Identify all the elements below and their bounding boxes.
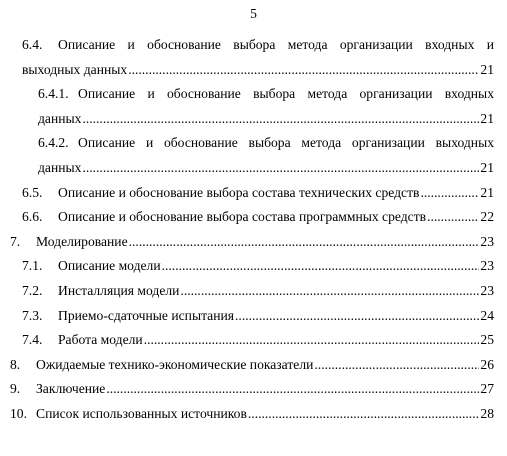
toc-entry-page: 22 bbox=[480, 209, 494, 225]
toc-entry-title: Приемо-сдаточные испытания bbox=[58, 307, 235, 323]
toc-entry-title: Ожидаемые технико-экономические показатели bbox=[36, 356, 314, 372]
toc-entry-title-line1: Описание и обоснование выбора метода организации входных и bbox=[58, 37, 494, 52]
toc-entry-page: 26 bbox=[480, 356, 494, 372]
toc-entry-number: 8. bbox=[10, 356, 21, 372]
dot-leader bbox=[106, 377, 479, 402]
toc-entry-10 bbox=[10, 402, 507, 427]
toc-entry-number: 6.6. bbox=[22, 209, 43, 225]
toc-entry-title: Описание и обоснование выбора состава технических средств bbox=[58, 184, 420, 200]
toc-entry-6-4-1 bbox=[38, 82, 507, 131]
toc-entry-8 bbox=[10, 353, 507, 378]
dot-leader bbox=[180, 279, 479, 304]
toc-entry-page: 21 bbox=[480, 61, 494, 77]
toc-entry-page: 27 bbox=[480, 381, 494, 397]
dot-leader bbox=[129, 230, 480, 255]
dot-leader bbox=[128, 58, 479, 83]
dot-leader bbox=[82, 156, 479, 181]
toc-entry-page: 21 bbox=[480, 110, 494, 126]
toc-entry-page: 21 bbox=[480, 184, 494, 200]
toc-entry-page: 25 bbox=[480, 332, 494, 348]
toc-entry-title: Инсталляция модели bbox=[58, 282, 180, 298]
dot-leader bbox=[248, 402, 480, 427]
toc-entry-page: 23 bbox=[480, 258, 494, 274]
toc-entry-title-line2: данных bbox=[38, 159, 82, 175]
toc-entry-title: Заключение bbox=[36, 381, 106, 397]
toc-entry-7-3 bbox=[22, 304, 507, 329]
toc-entry-page: 21 bbox=[480, 159, 494, 175]
toc-entry-number: 7.4. bbox=[22, 332, 43, 348]
toc-entry-title-line1: Описание и обоснование выбора метода организации выходных bbox=[78, 135, 494, 151]
toc-entry-number: 7.3. bbox=[22, 307, 43, 323]
toc-entry-number: 7.2. bbox=[22, 282, 43, 298]
toc-entry-number: 7. bbox=[10, 233, 21, 249]
toc-entry-6-6 bbox=[22, 205, 507, 230]
dot-leader bbox=[314, 353, 479, 378]
toc-entry-9 bbox=[10, 377, 507, 402]
dot-leader bbox=[427, 205, 479, 230]
toc-entry-7-2 bbox=[22, 279, 507, 304]
toc-entry-7 bbox=[10, 230, 507, 255]
toc-entry-page: 24 bbox=[480, 307, 494, 323]
toc-entry-6-5 bbox=[22, 181, 507, 206]
dot-leader bbox=[144, 328, 480, 353]
toc-entry-number: 6.4. bbox=[22, 37, 43, 52]
toc-entry-title-line2: данных bbox=[38, 110, 82, 126]
toc-entry-number: 7.1. bbox=[22, 258, 43, 274]
toc-entry-title: Работа модели bbox=[58, 332, 143, 348]
page-number: 5 bbox=[250, 6, 257, 21]
toc-entry-7-1 bbox=[22, 254, 507, 279]
toc-entry-number: 9. bbox=[10, 381, 21, 397]
toc-entry-title-line1: Описание и обоснование выбора метода организации входных bbox=[78, 86, 494, 102]
toc-entry-page: 23 bbox=[480, 282, 494, 298]
toc-entry-number: 10. bbox=[10, 405, 27, 421]
toc-entry-number: 6.4.1. bbox=[38, 86, 69, 102]
toc-entry-title-line2: выходных данных bbox=[22, 61, 128, 77]
toc-entry-6-4-2 bbox=[38, 131, 507, 180]
toc-entry-title: Моделирование bbox=[36, 233, 128, 249]
table-of-contents bbox=[0, 33, 507, 427]
dot-leader bbox=[82, 107, 479, 132]
toc-entry-title: Описание и обоснование выбора состава программных средств bbox=[58, 209, 427, 225]
dot-leader bbox=[235, 304, 479, 329]
toc-entry-page: 23 bbox=[480, 233, 494, 249]
toc-entry-title: Список использованных источников bbox=[36, 405, 247, 421]
toc-entry-title: Описание модели bbox=[58, 258, 161, 274]
toc-entry-number: 6.5. bbox=[22, 184, 43, 200]
dot-leader bbox=[420, 181, 479, 206]
toc-entry-number: 6.4.2. bbox=[38, 135, 69, 151]
toc-entry-7-4 bbox=[22, 328, 507, 353]
toc-entry-6-4 bbox=[22, 33, 507, 82]
dot-leader bbox=[162, 254, 480, 279]
toc-entry-page: 28 bbox=[480, 405, 494, 421]
